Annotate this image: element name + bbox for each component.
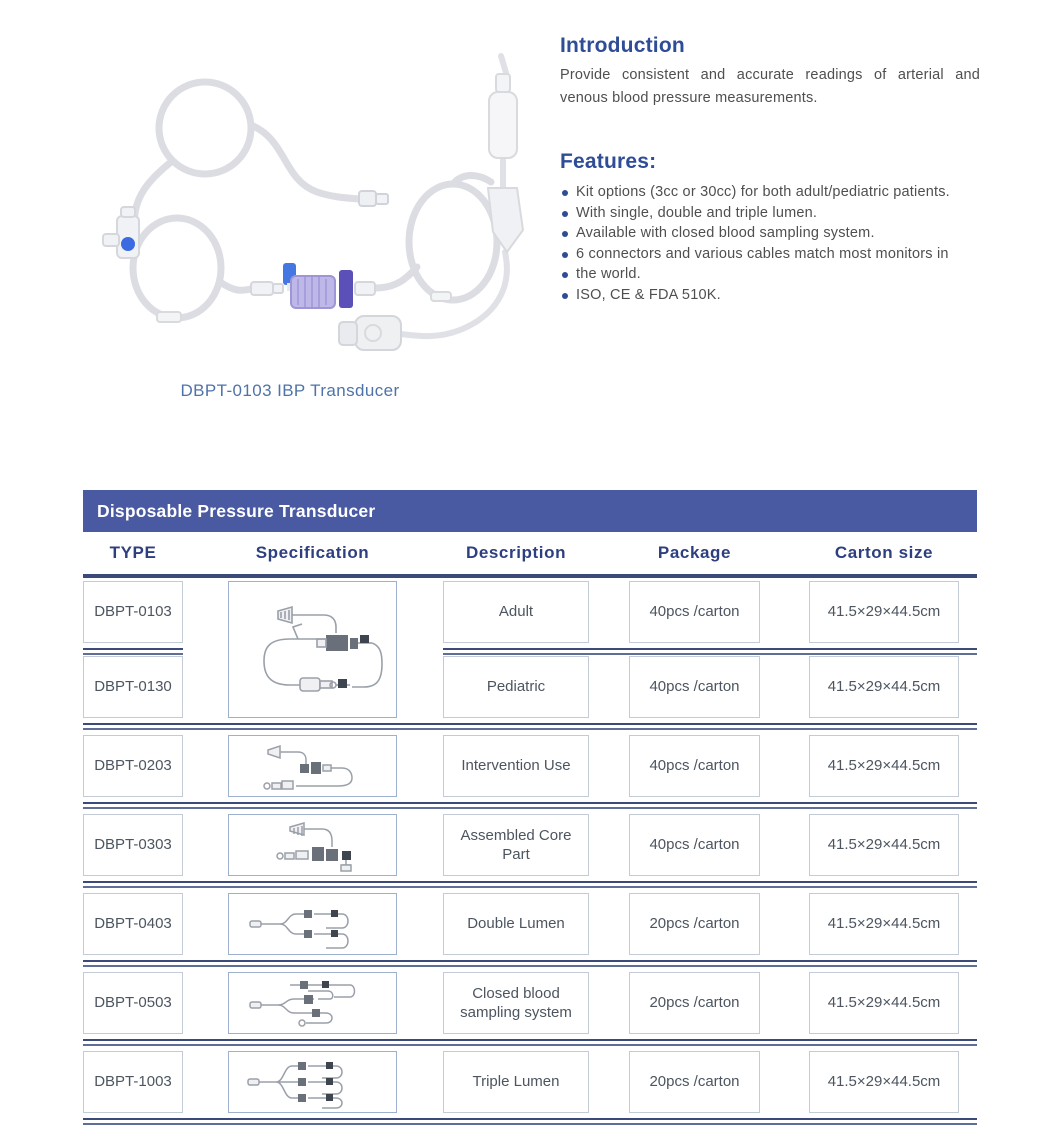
cell-package: 40pcs /carton <box>629 735 760 797</box>
col-header-specification: Specification <box>255 543 370 562</box>
table-title-band <box>83 490 977 532</box>
row-divider-segment <box>83 648 183 655</box>
closed-sampling-kit-drawing-icon <box>238 975 388 1031</box>
cell-carton: 41.5×29×44.5cm <box>809 893 959 955</box>
cell-desc: Closed blood sampling system <box>443 972 589 1034</box>
spec-cell <box>228 814 397 876</box>
spec-cell <box>228 893 397 955</box>
cell-package: 40pcs /carton <box>629 656 760 718</box>
cell-package: 20pcs /carton <box>629 972 760 1034</box>
col-header-description: Description <box>465 543 567 562</box>
table-title: Disposable Pressure Transducer <box>97 501 376 521</box>
table-row-0503 <box>83 972 977 1034</box>
cell-type: DBPT-0503 <box>83 972 183 1034</box>
adult-pediatric-kit-drawing-icon <box>238 589 388 711</box>
cell-type: DBPT-1003 <box>83 1051 183 1113</box>
spec-cell <box>228 581 397 718</box>
cell-type: DBPT-0203 <box>83 735 183 797</box>
feature-item: With single, double and triple lumen. <box>560 203 992 224</box>
table-row-group-0103-0130 <box>83 581 977 718</box>
table-row-0403 <box>83 893 977 955</box>
product-caption: DBPT-0103 IBP Transducer <box>180 381 400 400</box>
cell-type: DBPT-0303 <box>83 814 183 876</box>
row-divider <box>83 960 977 967</box>
table-row-0203 <box>83 735 977 797</box>
table-row-0303 <box>83 814 977 876</box>
intervention-kit-drawing-icon <box>238 738 388 794</box>
feature-item: ISO, CE & FDA 510K. <box>560 285 992 306</box>
core-part-kit-drawing-icon <box>238 817 388 873</box>
cell-desc: Assembled Core Part <box>443 814 589 876</box>
cell-carton: 41.5×29×44.5cm <box>809 656 959 718</box>
product-photo <box>55 20 545 375</box>
row-divider-segment <box>443 648 977 655</box>
spec-table <box>83 490 977 1130</box>
features-section <box>560 150 992 305</box>
col-header-carton-size: Carton size <box>834 543 934 562</box>
row-divider <box>83 881 977 888</box>
introduction-section <box>560 34 980 110</box>
cell-carton: 41.5×29×44.5cm <box>809 581 959 643</box>
cell-desc: Triple Lumen <box>443 1051 589 1113</box>
cell-carton: 41.5×29×44.5cm <box>809 735 959 797</box>
cell-package: 40pcs /carton <box>629 581 760 643</box>
table-header-row <box>83 532 977 578</box>
table-bottom-divider <box>83 1118 977 1125</box>
ibp-transducer-kit-photo-icon <box>55 20 545 375</box>
col-header-type: TYPE <box>109 543 157 562</box>
spec-cell <box>228 735 397 797</box>
cell-carton: 41.5×29×44.5cm <box>809 814 959 876</box>
cell-type: DBPT-0403 <box>83 893 183 955</box>
cell-desc: Pediatric <box>443 656 589 718</box>
triple-lumen-kit-drawing-icon <box>238 1054 388 1110</box>
cell-carton: 41.5×29×44.5cm <box>809 1051 959 1113</box>
cell-package: 40pcs /carton <box>629 814 760 876</box>
cell-package: 20pcs /carton <box>629 1051 760 1113</box>
introduction-body: Provide consistent and accurate readings of arterial and venous blood pressure measurements. <box>560 67 980 106</box>
double-lumen-kit-drawing-icon <box>238 896 388 952</box>
feature-item: the world. <box>560 264 992 285</box>
feature-item: Available with closed blood sampling system. <box>560 223 992 244</box>
cell-carton: 41.5×29×44.5cm <box>809 972 959 1034</box>
cell-desc: Double Lumen <box>443 893 589 955</box>
feature-item: 6 connectors and various cables match most monitors in <box>560 244 992 265</box>
table-row-1003 <box>83 1051 977 1113</box>
col-header-package: Package <box>657 543 732 562</box>
cell-desc: Adult <box>443 581 589 643</box>
row-divider <box>83 802 977 809</box>
cell-desc: Intervention Use <box>443 735 589 797</box>
cell-type: DBPT-0103 <box>83 581 183 643</box>
cell-type: DBPT-0130 <box>83 656 183 718</box>
row-divider <box>83 723 977 730</box>
spec-cell <box>228 1051 397 1113</box>
feature-item: Kit options (3cc or 30cc) for both adult/pediatric patients. <box>560 182 992 203</box>
spec-cell <box>228 972 397 1034</box>
row-divider <box>83 1039 977 1046</box>
cell-package: 20pcs /carton <box>629 893 760 955</box>
features-title: Features: <box>560 150 657 173</box>
introduction-title: Introduction <box>560 34 685 57</box>
features-list <box>560 182 992 305</box>
